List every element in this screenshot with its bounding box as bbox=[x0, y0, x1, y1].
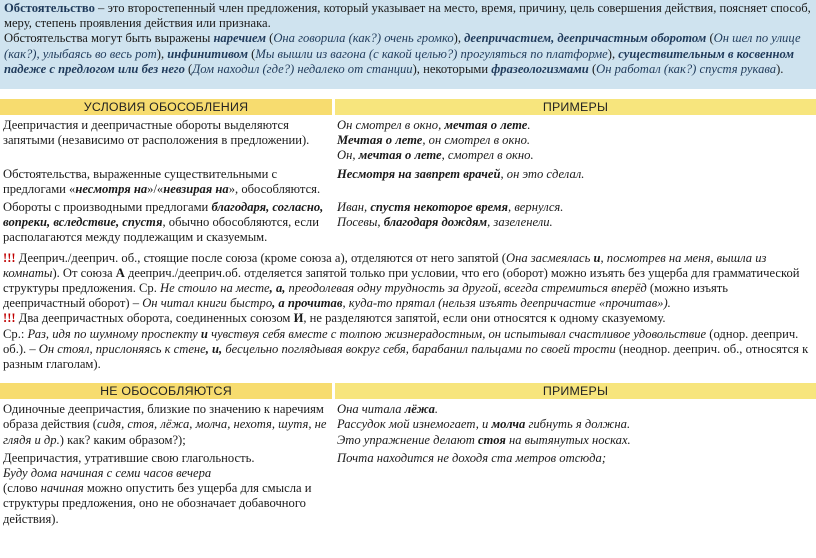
table-header bbox=[0, 99, 816, 115]
example-cell: Почта находится не доходя ста метров отсюда; bbox=[337, 450, 607, 465]
term-title: Обстоятельство bbox=[4, 1, 95, 15]
condition-cell: Деепричастия, утратившие свою глагольность. Буду дома начиная с семи часов вечера (слово начиная можно опустить без ущерба для смысла и структуры предложения, оно не обозначает добавочного действия). bbox=[3, 450, 312, 526]
notes-block bbox=[0, 251, 816, 373]
table-row bbox=[0, 167, 816, 197]
header-not-isolated: НЕ ОБОСОБЛЯЮТСЯ bbox=[0, 383, 332, 399]
example-cell: Иван, спустя некоторое время, вернулся. Посевы, благодаря дождям, зазеленели. bbox=[337, 200, 564, 230]
definition-paragraph: Обстоятельство – это второстепенный член предложения, который указывает на место, время, причину, цель совершения действия, поясняет способ, меру, степень проявления действия или признака. bbox=[4, 1, 811, 31]
table-row bbox=[0, 402, 816, 448]
isolation-conditions-table bbox=[0, 99, 816, 246]
header-conditions: УСЛОВИЯ ОБОСОБЛЕНИЯ bbox=[0, 99, 332, 115]
condition-cell: Обстоятельства, выраженные существительными с предлогами «несмотря на»/«невзирая на», обособляются. bbox=[3, 166, 321, 196]
table-row bbox=[0, 118, 816, 164]
note-compare: Ср.: Раз, идя по шумному проспекту и чувствуя себя вместе с толпою жизнерадостным, он испытывал счастливое удовольствие (однор. дееприч. об.). – Он стоял, прислоняясь к стене, и, бесцельно поглядывая вокруг себя, барабанил пальцами по своей трости (неоднор. дееприч. об., относятся к разным глаголам). bbox=[3, 326, 809, 372]
note-two-clauses: !!! Два деепричастных оборота, соединенных союзом И, не разделяются запятой, если они относятся к одному сказуемому. bbox=[3, 311, 666, 326]
table-row bbox=[0, 200, 816, 246]
condition-cell: Деепричастия и деепричастные обороты выделяются запятыми (независимо от расположения в предложении). bbox=[3, 118, 310, 148]
warning-mark: !!! bbox=[3, 311, 16, 326]
example-cell: Он смотрел в окно, мечтая о лете. Мечтая о лете, он смотрел в окно. Он, мечтая о лете, смотрел в окно. bbox=[337, 118, 534, 163]
means-paragraph: Обстоятельства могут быть выражены наречием (Она говорила (как?) очень громко), деепричастием, деепричастным оборотом (Он шел по улице (как?), улыбаясь во весь рот), инфинитивом (Мы вышли из вагона (с какой целью?) прогуляться по платформе), существительным в косвенном падеже с предлогом или без него (Дом находил (где?) недалеко от станции), некоторыми фразеологизмами (Он работал (как?) спустя рукава). bbox=[4, 31, 801, 76]
header-examples: ПРИМЕРЫ bbox=[335, 99, 816, 115]
example-cell: Она читала лёжа. Рассудок мой изнемогает, и молча гибнуть я должна. Это упражнение делают стоя на вытянутых носках. bbox=[337, 402, 631, 447]
table-header bbox=[0, 383, 816, 399]
table-row bbox=[0, 451, 816, 527]
condition-cell: Одиночные деепричастия, близкие по значению к наречиям образа действия (сидя, стоя, лёжа, молча, нехотя, шутя, не глядя и др.) как? каким образом?); bbox=[3, 402, 327, 447]
non-isolation-table bbox=[0, 383, 816, 527]
warning-mark: !!! bbox=[3, 250, 16, 265]
intro-block bbox=[0, 0, 816, 89]
note-union: !!! Дееприч./дееприч. об., стоящие после союза (кроме союза а), отделяются от него запятой (Она засмеялась и, посмотрев на меня, вышла из комнаты). От союза А дееприч./дееприч.об. отделяется запятой только при условии, что его (оборот) можно изъять без ущерба для грамматической структуры предложения. Ср. Не стоило на месте, а, преодолевая одну трудность за другой, всегда стремиться вперёд (можно изъять деепричастный оборот) – Он читал книги быстро, а прочитав, куда-то прятал (нельзя изъять деепричастие «прочитав»). bbox=[3, 250, 800, 311]
condition-cell: Обороты с производными предлогами благодаря, согласно, вопреки, вследствие, спустя, обычно обособляются, если располагаются между подлежащим и сказуемым. bbox=[3, 200, 324, 245]
header-examples: ПРИМЕРЫ bbox=[335, 383, 816, 399]
example-cell: Несмотря на завпрет врачей, он это сделал. bbox=[337, 166, 585, 181]
